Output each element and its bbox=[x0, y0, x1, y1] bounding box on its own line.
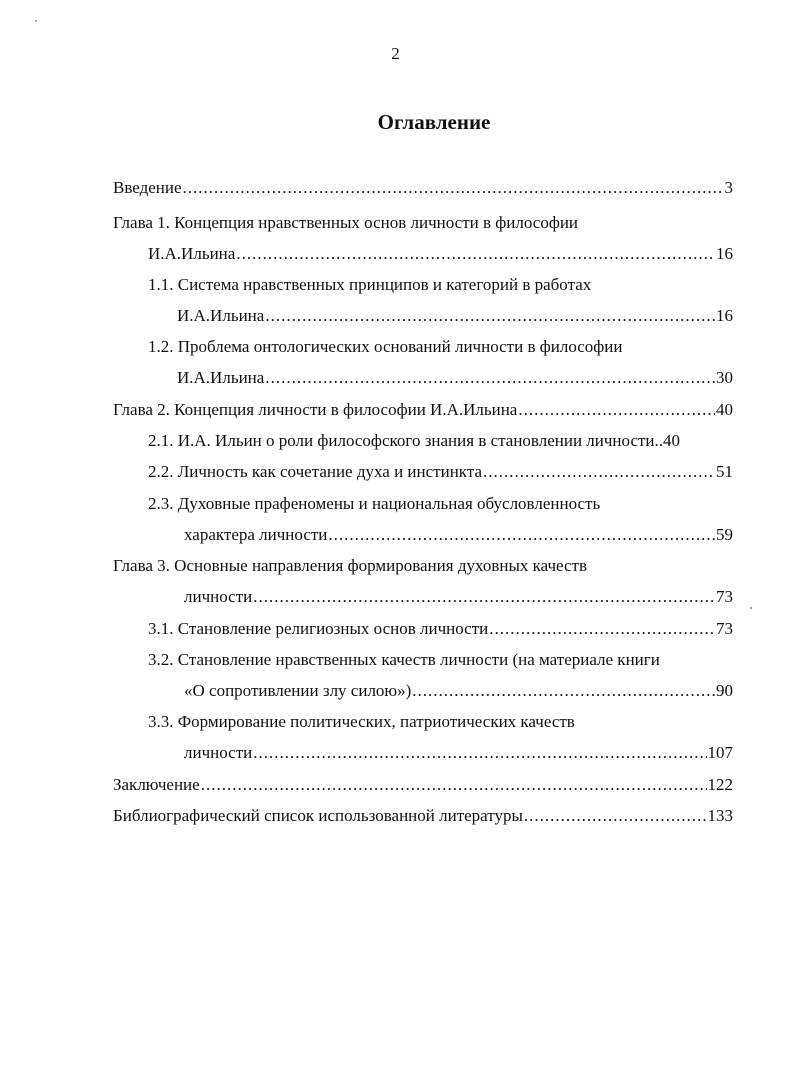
toc-leader-dots bbox=[524, 803, 707, 829]
toc-leader-dots bbox=[483, 459, 715, 485]
page-title: Оглавление bbox=[377, 110, 491, 134]
toc-entry-text: 3.2. Становление нравственных качеств личности (на материале книги bbox=[148, 650, 660, 669]
toc-entry-text: характера личности bbox=[184, 525, 328, 544]
toc-leader-dots bbox=[518, 397, 715, 423]
toc-page-number: 107 bbox=[707, 743, 733, 762]
toc-page-number: 122 bbox=[707, 775, 733, 794]
toc-entry-text: И.А.Ильина bbox=[177, 306, 265, 325]
toc-entry-chapter-3[interactable] bbox=[113, 553, 733, 579]
toc-entry-text: Заключение bbox=[113, 775, 200, 794]
toc-leader-dots bbox=[265, 303, 715, 329]
toc-page-number: 16 bbox=[716, 306, 733, 325]
toc-entry-text: Библиографический список использованной литературы bbox=[113, 806, 523, 825]
toc-entry-intro[interactable] bbox=[113, 175, 733, 201]
toc-leader-dots bbox=[201, 772, 707, 798]
toc-leader-dots bbox=[489, 616, 715, 642]
toc-page-number: 3 bbox=[724, 178, 733, 197]
toc-entry-section-1-2[interactable] bbox=[148, 334, 733, 360]
toc-entry-section-1-1-cont[interactable] bbox=[177, 303, 733, 329]
toc-entry-conclusion[interactable] bbox=[113, 772, 733, 798]
toc-page-number: 59 bbox=[716, 525, 733, 544]
toc-leader-dots bbox=[412, 678, 715, 704]
toc-entry-text: 2.3. Духовные прафеномены и национальная обусловленность bbox=[148, 494, 601, 513]
toc-entry-text: 3.1. Становление религиозных основ личности bbox=[148, 619, 489, 638]
toc-entry-text: личности bbox=[184, 587, 253, 606]
toc-page-number: 30 bbox=[716, 368, 733, 387]
toc-entry-text: личности bbox=[184, 743, 253, 762]
toc-page-number: 16 bbox=[716, 244, 733, 263]
toc-entry-section-3-3-cont[interactable] bbox=[184, 740, 733, 766]
toc-entry-text: Глава 3. Основные направления формирования духовных качеств bbox=[113, 556, 588, 575]
toc-entry-section-3-2[interactable] bbox=[148, 647, 733, 673]
toc-entry-text: 1.1. Система нравственных принципов и категорий в работах bbox=[148, 275, 592, 294]
scan-speck bbox=[35, 20, 37, 22]
toc-entry-section-3-1[interactable] bbox=[148, 616, 733, 642]
toc-entry-section-1-1[interactable] bbox=[148, 272, 733, 298]
toc-leader-dots bbox=[236, 241, 715, 267]
toc-entry-section-3-3[interactable] bbox=[148, 709, 733, 735]
toc-entry-text: 1.2. Проблема онтологических оснований личности в философии bbox=[148, 337, 623, 356]
toc-entry-section-2-1[interactable] bbox=[148, 428, 733, 454]
toc-page-number: 73 bbox=[716, 587, 733, 606]
toc-entry-text: 2.2. Личность как сочетание духа и инстинкта bbox=[148, 462, 483, 481]
toc-leader-dots bbox=[253, 740, 706, 766]
toc-entry-text: 3.3. Формирование политических, патриотических качеств bbox=[148, 712, 575, 731]
toc-entry-text: Глава 2. Концепция личности в философии И.А.Ильина bbox=[113, 400, 518, 419]
toc-leader-dots bbox=[183, 175, 724, 201]
toc-entry-text: Введение bbox=[113, 178, 182, 197]
toc-entry-chapter-2[interactable] bbox=[113, 397, 733, 423]
page-number: 2 bbox=[391, 44, 400, 63]
toc-entry-section-2-3-cont[interactable] bbox=[184, 522, 733, 548]
toc-entry-text: Глава 1. Концепция нравственных основ личности в философии bbox=[113, 213, 579, 232]
toc-page-number: 40 bbox=[716, 400, 733, 419]
toc-page-number: 51 bbox=[716, 462, 733, 481]
toc-entry-section-2-2[interactable] bbox=[148, 459, 733, 485]
toc-leader-dots bbox=[328, 522, 715, 548]
toc-entry-section-3-2-cont[interactable] bbox=[184, 678, 733, 704]
toc-leader-dots bbox=[253, 584, 715, 610]
toc-entry-text: И.А.Ильина bbox=[148, 244, 236, 263]
toc-entry-section-2-3[interactable] bbox=[148, 491, 733, 517]
toc-page-number: 73 bbox=[716, 619, 733, 638]
toc-entry-chapter-1[interactable] bbox=[113, 210, 733, 236]
toc-entry-chapter-1-cont[interactable] bbox=[148, 241, 733, 267]
toc-entry-chapter-3-cont[interactable] bbox=[184, 584, 733, 610]
toc-entry-text: 2.1. И.А. Ильин о роли философского знания в становлении личности.. bbox=[148, 431, 664, 450]
toc-leader-dots bbox=[265, 365, 715, 391]
scan-speck bbox=[750, 607, 752, 609]
toc-page-number: 90 bbox=[716, 681, 733, 700]
toc-page-number: 40 bbox=[663, 431, 681, 450]
toc-entry-text: И.А.Ильина bbox=[177, 368, 265, 387]
toc-entry-bibliography[interactable] bbox=[113, 803, 733, 829]
toc-entry-section-1-2-cont[interactable] bbox=[177, 365, 733, 391]
toc-entry-text: «О сопротивлении злу силою») bbox=[184, 681, 412, 700]
toc-page-number: 133 bbox=[707, 806, 733, 825]
